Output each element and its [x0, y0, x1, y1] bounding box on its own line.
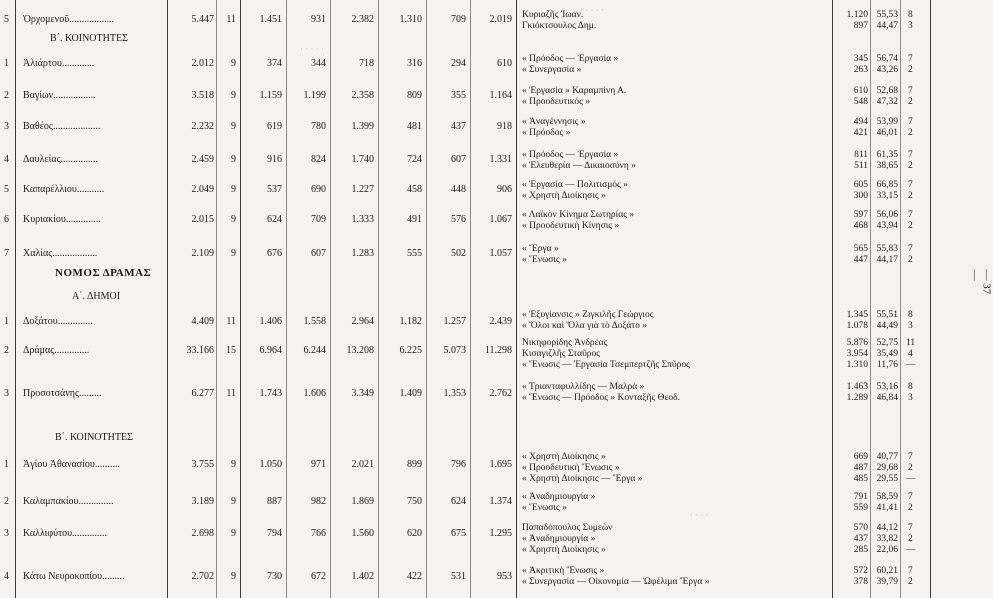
party-percent: 33,15 [876, 191, 898, 201]
value-cell: 11.298 [484, 345, 512, 356]
column-rule [832, 0, 833, 598]
municipality-name: Δαυλείας............... [23, 154, 99, 165]
party-seats: 2 [908, 161, 913, 171]
column-rule [900, 0, 901, 598]
party-name: « Ἀναγέννησις » [522, 117, 586, 127]
party-votes: 811 [854, 150, 868, 160]
value-cell: 709 [451, 14, 466, 25]
value-cell: 1.695 [489, 459, 512, 470]
ballots-count: 9 [231, 214, 236, 225]
municipality-name: Κάτω Νευροκοπίου......... [23, 571, 125, 582]
ballots-count: 9 [231, 496, 236, 507]
value-cell: 718 [359, 58, 374, 69]
party-votes: 487 [853, 463, 868, 473]
value-cell: 1.558 [303, 316, 326, 327]
party-name: « Ἀκριτικὴ Ἕνωσις » [522, 566, 605, 576]
value-cell: 1.743 [259, 388, 282, 399]
party-percent: 53,99 [876, 117, 898, 127]
ballots-count: 9 [231, 184, 236, 195]
party-name: « Ἕνωσις » [522, 503, 567, 513]
value-cell: 6.964 [259, 345, 282, 356]
value-cell: 918 [497, 121, 512, 132]
value-cell: 355 [451, 90, 466, 101]
party-name: « Πρόοδος » [522, 128, 571, 138]
party-seats: 2 [908, 577, 913, 587]
party-votes: 5.876 [846, 338, 868, 348]
value-cell: 1.869 [351, 496, 374, 507]
value-cell: 982 [311, 496, 326, 507]
row-index: 2 [4, 496, 9, 507]
party-percent: 43,26 [876, 65, 898, 75]
value-cell: 1.295 [489, 528, 512, 539]
party-name: « Ἐργασία » Καραμπίνη Α. [522, 86, 627, 96]
party-percent: 44,17 [876, 255, 898, 265]
party-votes: 285 [853, 545, 868, 555]
party-votes: 437 [853, 534, 868, 544]
party-percent: 60,21 [876, 566, 898, 576]
party-percent: 29,55 [876, 474, 898, 484]
value-cell: 1.283 [351, 248, 374, 259]
party-seats: 4 [908, 349, 913, 359]
party-seats: 7 [908, 523, 913, 533]
party-votes: 669 [853, 452, 868, 462]
value-cell: 1.560 [351, 528, 374, 539]
party-percent: 61,35 [876, 150, 898, 160]
party-name: « Χρηστὴ Διοίκησις — Ἔργα » [522, 474, 643, 484]
value-cell: 1.067 [489, 214, 512, 225]
ballots-count: 9 [231, 528, 236, 539]
party-percent: 56,74 [876, 54, 898, 64]
value-cell: 531 [451, 571, 466, 582]
party-name: « Τριανταφυλλίδης — Μαλρά » [522, 382, 645, 392]
registered-voters: 2.459 [191, 154, 214, 165]
municipality-name: Κυριακίου.............. [23, 214, 101, 225]
party-votes: 1.120 [846, 10, 868, 20]
party-name: « Ἕνωσις » [522, 255, 567, 265]
value-cell: 1.402 [351, 571, 374, 582]
value-cell: 899 [407, 459, 422, 470]
municipality-name: Ἁγίου Ἀθανασίου.......... [23, 459, 120, 470]
municipality-name: Καλλιφύτου.............. [23, 528, 108, 539]
value-cell: 624 [267, 214, 282, 225]
row-index: 3 [4, 121, 9, 132]
value-cell: 1.057 [489, 248, 512, 259]
party-percent: 44,47 [876, 21, 898, 31]
value-cell: 3.349 [351, 388, 374, 399]
party-name: « Προοδευτικὴ Ἕνωσις » [522, 463, 620, 473]
row-index: 2 [4, 90, 9, 101]
party-seats: 3 [908, 321, 913, 331]
party-name: « Ἕνωσις — Πρόοδος » Κονταξῆς Θεοδ. [522, 393, 681, 403]
party-votes: 468 [853, 221, 868, 231]
party-votes: 3.954 [846, 349, 868, 359]
value-cell: 2.382 [351, 14, 374, 25]
party-name: Γκιόκτσουλος Δημ. [522, 21, 597, 31]
party-percent: 55,83 [876, 244, 898, 254]
party-seats: 8 [908, 310, 913, 320]
party-percent: 22,06 [876, 545, 898, 555]
ballots-count: 15 [226, 345, 236, 356]
value-cell: 824 [311, 154, 326, 165]
value-cell: 576 [451, 214, 466, 225]
row-index: 6 [4, 214, 9, 225]
ballots-count: 11 [226, 316, 236, 327]
row-index: 1 [4, 316, 9, 327]
row-index: 2 [4, 345, 9, 356]
column-rule [15, 0, 16, 598]
value-cell: 916 [267, 154, 282, 165]
value-cell: 316 [407, 58, 422, 69]
value-cell: 620 [407, 528, 422, 539]
party-seats: 7 [908, 54, 913, 64]
party-votes: 1.289 [846, 393, 868, 403]
registered-voters: 2.702 [191, 571, 214, 582]
party-percent: 46,01 [876, 128, 898, 138]
ballots-count: 9 [231, 58, 236, 69]
ballots-count: 11 [226, 388, 236, 399]
ballots-count: 9 [231, 248, 236, 259]
registered-voters: 6.277 [191, 388, 214, 399]
value-cell: 1.227 [351, 184, 374, 195]
party-percent: 40,77 [876, 452, 898, 462]
value-cell: 607 [311, 248, 326, 259]
value-cell: 730 [267, 571, 282, 582]
value-cell: 502 [451, 248, 466, 259]
registered-voters: 2.015 [191, 214, 214, 225]
value-cell: 2.439 [489, 316, 512, 327]
ballots-count: 9 [231, 90, 236, 101]
party-name: « Πρόοδος — Ἐργασία » [522, 150, 619, 160]
party-percent: 46,84 [876, 393, 898, 403]
value-cell: 780 [311, 121, 326, 132]
party-percent: 47,32 [876, 97, 898, 107]
value-cell: 2.762 [489, 388, 512, 399]
value-cell: 1.409 [399, 388, 422, 399]
party-seats: 2 [908, 97, 913, 107]
party-name: « Χρηστὴ Διοίκησις » [522, 452, 606, 462]
party-seats: 7 [908, 86, 913, 96]
municipality-name: Βαγίων................. [23, 90, 96, 101]
row-index: 5 [4, 14, 9, 25]
party-name: « Ἕνωσις — Ἐργασία Τσεμπερτζῆς Σπῦρος [522, 360, 690, 370]
party-seats: — [906, 360, 916, 370]
registered-voters: 4.409 [191, 316, 214, 327]
value-cell: 1.310 [399, 14, 422, 25]
value-cell: 1.353 [443, 388, 466, 399]
registered-voters: 33.166 [186, 345, 214, 356]
ballots-count: 9 [231, 154, 236, 165]
party-seats: 2 [908, 65, 913, 75]
value-cell: 294 [451, 58, 466, 69]
party-votes: 494 [853, 117, 868, 127]
registered-voters: 5.447 [191, 14, 214, 25]
municipality-name: Δοξάτου.............. [23, 316, 93, 327]
party-name: Παπαδόπουλος Συμεὼν [522, 523, 613, 533]
value-cell: 344 [311, 58, 326, 69]
registered-voters: 2.232 [191, 121, 214, 132]
party-seats: 7 [908, 244, 913, 254]
party-percent: 56,06 [876, 210, 898, 220]
party-votes: 378 [853, 577, 868, 587]
municipality-name: Ὀρχομενοῦ.................. [23, 14, 115, 25]
value-cell: 537 [267, 184, 282, 195]
party-name: « Ἐλευθερία — Δικαιοσύνη » [522, 161, 636, 171]
value-cell: 1.199 [303, 90, 326, 101]
party-votes: 597 [853, 210, 868, 220]
party-percent: 53,16 [876, 382, 898, 392]
party-percent: 38,65 [876, 161, 898, 171]
registered-voters: 2.109 [191, 248, 214, 259]
party-percent: 44,49 [876, 321, 898, 331]
value-cell: 458 [407, 184, 422, 195]
party-percent: 52,68 [876, 86, 898, 96]
party-seats: 7 [908, 180, 913, 190]
party-votes: 1.078 [846, 321, 868, 331]
party-seats: 2 [908, 255, 913, 265]
row-index: 4 [4, 571, 9, 582]
party-seats: 2 [908, 534, 913, 544]
party-seats: 7 [908, 492, 913, 502]
value-cell: 607 [451, 154, 466, 165]
party-percent: 58,59 [876, 492, 898, 502]
party-name: Κισαγιζλῆς Σταῦρος [522, 349, 601, 359]
party-seats: 2 [908, 503, 913, 513]
party-name: « Προοδευτικὴ Κίνησις » [522, 221, 620, 231]
party-votes: 485 [853, 474, 868, 484]
party-name: « Συνεργασία — Οἰκονομία — Ὠφέλιμα Ἔργα » [522, 577, 710, 587]
registered-voters: 3.189 [191, 496, 214, 507]
party-percent: 35,49 [876, 349, 898, 359]
value-cell: 766 [311, 528, 326, 539]
party-percent: 44,12 [876, 523, 898, 533]
value-cell: 448 [451, 184, 466, 195]
municipality-name: Ἀλιάρτου............. [23, 58, 95, 69]
row-index: 7 [4, 248, 9, 259]
municipality-name: Προσοτσάνης......... [23, 388, 102, 399]
value-cell: 13.208 [346, 345, 374, 356]
party-seats: 7 [908, 566, 913, 576]
party-percent: 41,41 [876, 503, 898, 513]
party-name: « Πρόοδος — Ἐργασία » [522, 54, 619, 64]
party-seats: 2 [908, 221, 913, 231]
party-name: « Ἐξυγίανσις » Ζιγκιλῆς Γεώργιος [522, 310, 654, 320]
party-name: « Ἀναδημιουργία » [522, 534, 596, 544]
value-cell: 2.021 [351, 459, 374, 470]
column-rule [930, 0, 931, 598]
value-cell: 5.073 [443, 345, 466, 356]
party-name: « Συνεργασία » [522, 65, 582, 75]
section-header: Β΄. ΚΟΙΝΟΤΗΤΕΣ [50, 33, 128, 44]
value-cell: 2.019 [489, 14, 512, 25]
party-name: « Ἔργα » [522, 244, 559, 254]
party-seats: 2 [908, 128, 913, 138]
party-votes: 897 [853, 21, 868, 31]
value-cell: 672 [311, 571, 326, 582]
party-seats: 3 [908, 393, 913, 403]
party-name: « Λαϊκὸν Κίνημα Σωτηρίας » [522, 210, 635, 220]
value-cell: 690 [311, 184, 326, 195]
party-name: « Χρηστὴ Διοίκησις » [522, 545, 606, 555]
party-seats: 7 [908, 150, 913, 160]
value-cell: 1.374 [489, 496, 512, 507]
row-index: 4 [4, 154, 9, 165]
registered-voters: 2.049 [191, 184, 214, 195]
ballots-count: 9 [231, 459, 236, 470]
value-cell: 619 [267, 121, 282, 132]
value-cell: 491 [407, 214, 422, 225]
ballots-count: 11 [226, 14, 236, 25]
row-index: 3 [4, 388, 9, 399]
row-index: 3 [4, 528, 9, 539]
value-cell: 1.331 [489, 154, 512, 165]
value-cell: 675 [451, 528, 466, 539]
value-cell: 422 [407, 571, 422, 582]
value-cell: 437 [451, 121, 466, 132]
value-cell: 709 [311, 214, 326, 225]
party-votes: 511 [854, 161, 868, 171]
value-cell: 6.244 [303, 345, 326, 356]
party-votes: 263 [853, 65, 868, 75]
value-cell: 676 [267, 248, 282, 259]
party-name: « Χρηστὴ Διοίκησις » [522, 191, 606, 201]
party-seats: 7 [908, 452, 913, 462]
registered-voters: 3.755 [191, 459, 214, 470]
show-through-text: · · · · [690, 510, 709, 520]
value-cell: 1.164 [489, 90, 512, 101]
ballots-count: 9 [231, 571, 236, 582]
section-header: Α΄. ΔΗΜΟΙ [72, 291, 121, 302]
party-votes: 610 [853, 86, 868, 96]
page-number: — 37 — [968, 269, 993, 295]
value-cell: 953 [497, 571, 512, 582]
row-index: 1 [4, 58, 9, 69]
value-cell: 1.333 [351, 214, 374, 225]
value-cell: 1.159 [259, 90, 282, 101]
value-cell: 1.451 [259, 14, 282, 25]
party-seats: — [906, 474, 916, 484]
party-name: « Ὅλοι καὶ Ὅλα γιὰ τὸ Δοξάτο » [522, 321, 647, 331]
party-votes: 300 [853, 191, 868, 201]
value-cell: 796 [451, 459, 466, 470]
value-cell: 1.740 [351, 154, 374, 165]
municipality-name: Βαθέος................... [23, 121, 101, 132]
party-percent: 55,53 [876, 10, 898, 20]
value-cell: 6.225 [399, 345, 422, 356]
value-cell: 1.050 [259, 459, 282, 470]
party-percent: 11,76 [876, 360, 898, 370]
party-name: « Ἐργασία — Πολιτισμός » [522, 180, 628, 190]
value-cell: 2.964 [351, 316, 374, 327]
value-cell: 906 [497, 184, 512, 195]
party-votes: 421 [853, 128, 868, 138]
party-percent: 55,51 [876, 310, 898, 320]
party-percent: 39,79 [876, 577, 898, 587]
value-cell: 931 [311, 14, 326, 25]
value-cell: 750 [407, 496, 422, 507]
value-cell: 1.406 [259, 316, 282, 327]
party-votes: 791 [853, 492, 868, 502]
section-header: Β΄. ΚΟΙΝΟΤΗΤΕΣ [55, 432, 133, 443]
party-name: Νικηφορίδης Ἀνδρέας [522, 338, 608, 348]
party-votes: 1.345 [846, 310, 868, 320]
ballots-count: 9 [231, 121, 236, 132]
party-name: « Ἀναδημιουργία » [522, 492, 596, 502]
party-votes: 605 [853, 180, 868, 190]
value-cell: 624 [451, 496, 466, 507]
value-cell: 724 [407, 154, 422, 165]
column-rule [516, 0, 517, 598]
value-cell: 555 [407, 248, 422, 259]
party-seats: 8 [908, 10, 913, 20]
party-votes: 565 [853, 244, 868, 254]
party-seats: 2 [908, 463, 913, 473]
party-seats: 7 [908, 117, 913, 127]
party-votes: 559 [853, 503, 868, 513]
municipality-name: Καπαρέλλιου........... [23, 184, 105, 195]
value-cell: 1.399 [351, 121, 374, 132]
party-seats: 7 [908, 210, 913, 220]
party-percent: 66,85 [876, 180, 898, 190]
value-cell: 794 [267, 528, 282, 539]
party-votes: 570 [853, 523, 868, 533]
value-cell: 887 [267, 496, 282, 507]
party-percent: 33,82 [876, 534, 898, 544]
row-index: 1 [4, 459, 9, 470]
value-cell: 481 [407, 121, 422, 132]
show-through-text: · · · · · [300, 44, 324, 54]
row-index: 5 [4, 184, 9, 195]
value-cell: 809 [407, 90, 422, 101]
municipality-name: Καλαμπακίου.............. [23, 496, 114, 507]
value-cell: 971 [311, 459, 326, 470]
party-name: Κυριαζῆς Ἰωαν. [522, 10, 584, 20]
show-through-text: · · · · · [580, 5, 604, 15]
party-percent: 43,94 [876, 221, 898, 231]
party-seats: — [906, 545, 916, 555]
party-seats: 3 [908, 21, 913, 31]
municipality-name: Χαλίας.................. [23, 248, 98, 259]
value-cell: 1.257 [443, 316, 466, 327]
registered-voters: 2.012 [191, 58, 214, 69]
value-cell: 374 [267, 58, 282, 69]
party-votes: 345 [853, 54, 868, 64]
party-percent: 52,75 [876, 338, 898, 348]
value-cell: 1.606 [303, 388, 326, 399]
municipality-name: Δράμας.............. [23, 345, 90, 356]
value-cell: 610 [497, 58, 512, 69]
prefecture-header: ΝΟΜΟΣ ΔΡΑΜΑΣ [55, 267, 152, 279]
value-cell: 1.182 [399, 316, 422, 327]
value-cell: 2.358 [351, 90, 374, 101]
party-seats: 8 [908, 382, 913, 392]
party-name: « Προοδευτικός » [522, 97, 590, 107]
party-votes: 447 [853, 255, 868, 265]
party-seats: 11 [906, 338, 916, 348]
registered-voters: 3.518 [191, 90, 214, 101]
party-percent: 29,68 [876, 463, 898, 473]
party-seats: 2 [908, 191, 913, 201]
party-votes: 572 [853, 566, 868, 576]
registered-voters: 2.698 [191, 528, 214, 539]
party-votes: 1.463 [846, 382, 868, 392]
party-votes: 1.310 [846, 360, 868, 370]
party-votes: 548 [853, 97, 868, 107]
